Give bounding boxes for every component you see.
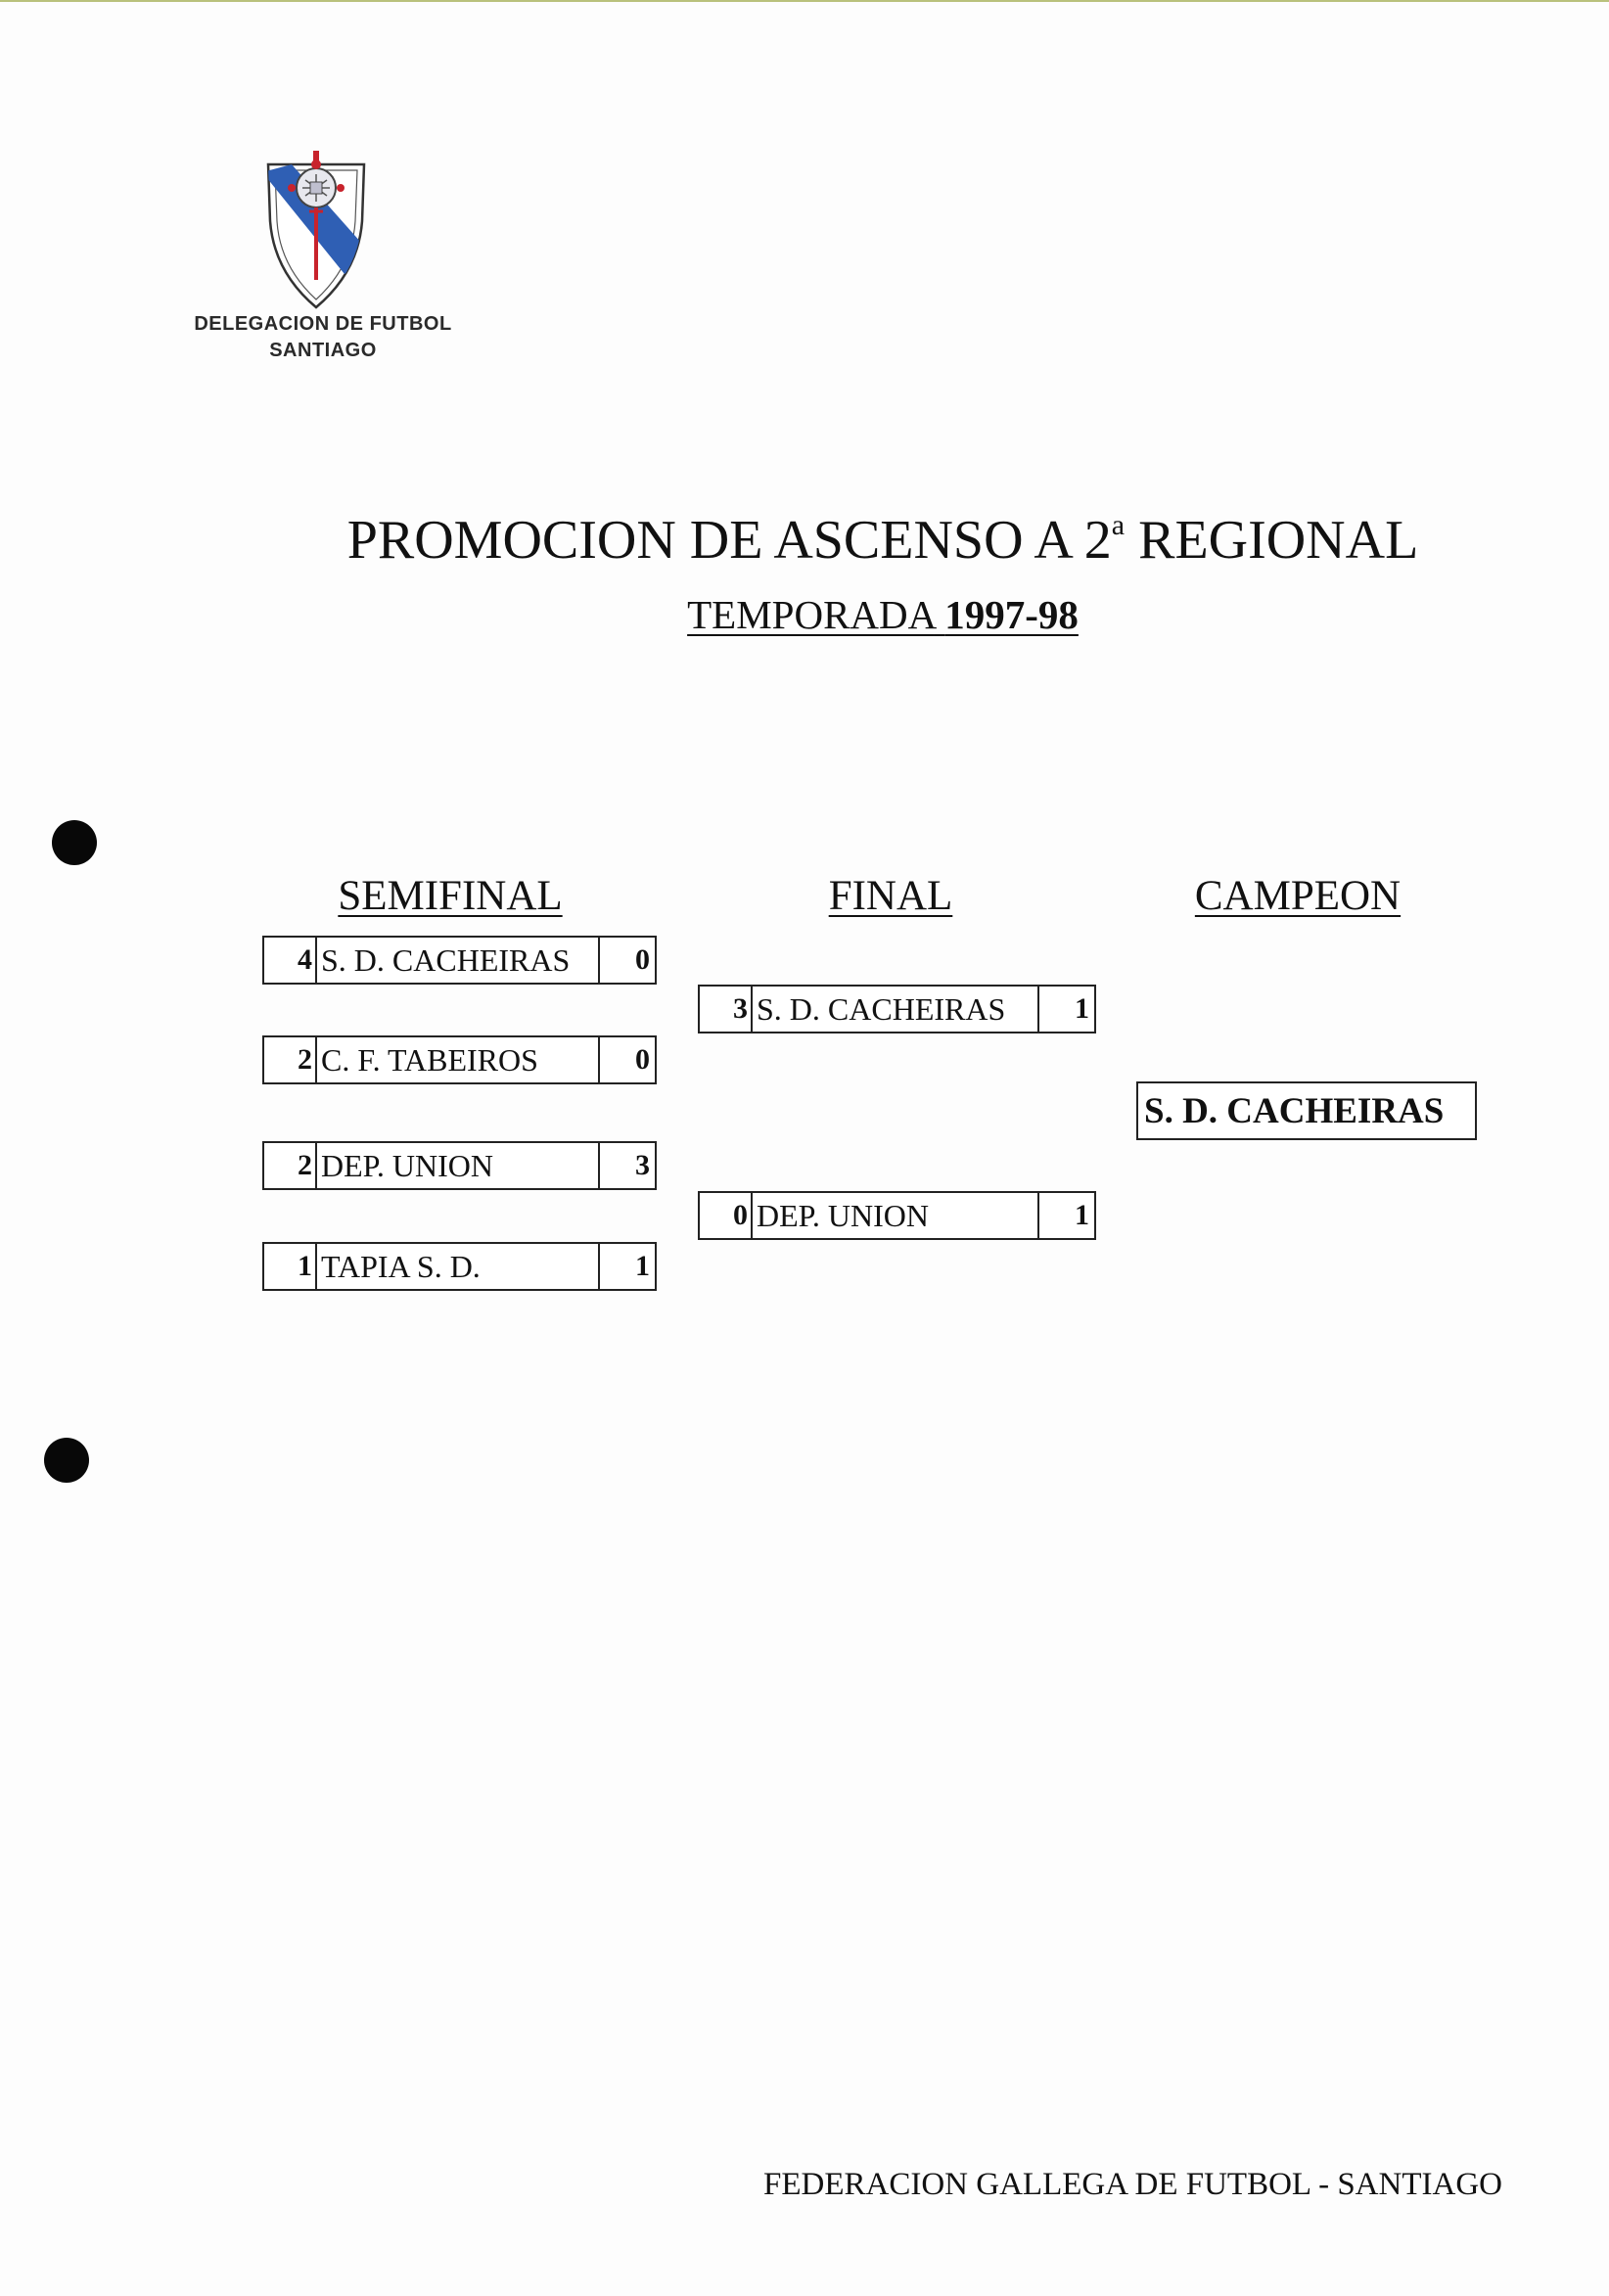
team-name: C. F. TABEIROS xyxy=(321,1042,538,1078)
semifinal-entry xyxy=(262,1242,657,1291)
team-name: DEP. UNION xyxy=(321,1148,493,1183)
score: 1 xyxy=(1037,1193,1094,1238)
seed-goals: 3 xyxy=(700,987,753,1032)
semifinal-entry xyxy=(262,936,657,985)
team-name: S. D. CACHEIRAS xyxy=(321,942,571,978)
final-entry xyxy=(698,985,1096,1033)
seed-goals: 0 xyxy=(700,1193,753,1238)
scan-top-edge xyxy=(0,0,1609,2)
seed-goals: 4 xyxy=(264,938,317,983)
seed-goals: 2 xyxy=(264,1143,317,1188)
season-line xyxy=(0,591,1609,638)
round-header-champion: CAMPEON xyxy=(1194,873,1402,919)
delegation-crest-logo xyxy=(262,145,370,309)
page-title-suffix: REGIONAL xyxy=(1125,510,1419,571)
round-header-final: FINAL xyxy=(828,873,953,919)
page-title-superscript: a xyxy=(1111,509,1126,542)
round-header-semifinal: SEMIFINAL xyxy=(338,873,563,919)
score: 0 xyxy=(598,938,655,983)
team-name: S. D. CACHEIRAS xyxy=(757,991,1006,1027)
champion-box: S. D. CACHEIRAS xyxy=(1136,1081,1477,1140)
score: 0 xyxy=(598,1037,655,1082)
delegation-city: SANTIAGO xyxy=(269,340,377,361)
season-year: 1997-98 xyxy=(944,592,1079,637)
team-name: TAPIA S. D. xyxy=(321,1249,481,1284)
score: 1 xyxy=(598,1244,655,1289)
delegation-name: DELEGACION DE FUTBOL xyxy=(194,313,452,335)
team-name: DEP. UNION xyxy=(757,1198,929,1233)
seed-goals: 1 xyxy=(264,1244,317,1289)
semifinal-entry xyxy=(262,1035,657,1084)
hole-punch xyxy=(52,820,97,865)
semifinal-entry xyxy=(262,1141,657,1190)
hole-punch xyxy=(44,1438,89,1483)
score: 3 xyxy=(598,1143,655,1188)
page-title-text: PROMOCION DE ASCENSO A 2 xyxy=(346,510,1112,571)
page-title xyxy=(0,509,1609,572)
footer-federation: FEDERACION GALLEGA DE FUTBOL - SANTIAGO xyxy=(763,2167,1502,2202)
season-label: TEMPORADA xyxy=(687,592,935,637)
score: 1 xyxy=(1037,987,1094,1032)
final-entry xyxy=(698,1191,1096,1240)
seed-goals: 2 xyxy=(264,1037,317,1082)
